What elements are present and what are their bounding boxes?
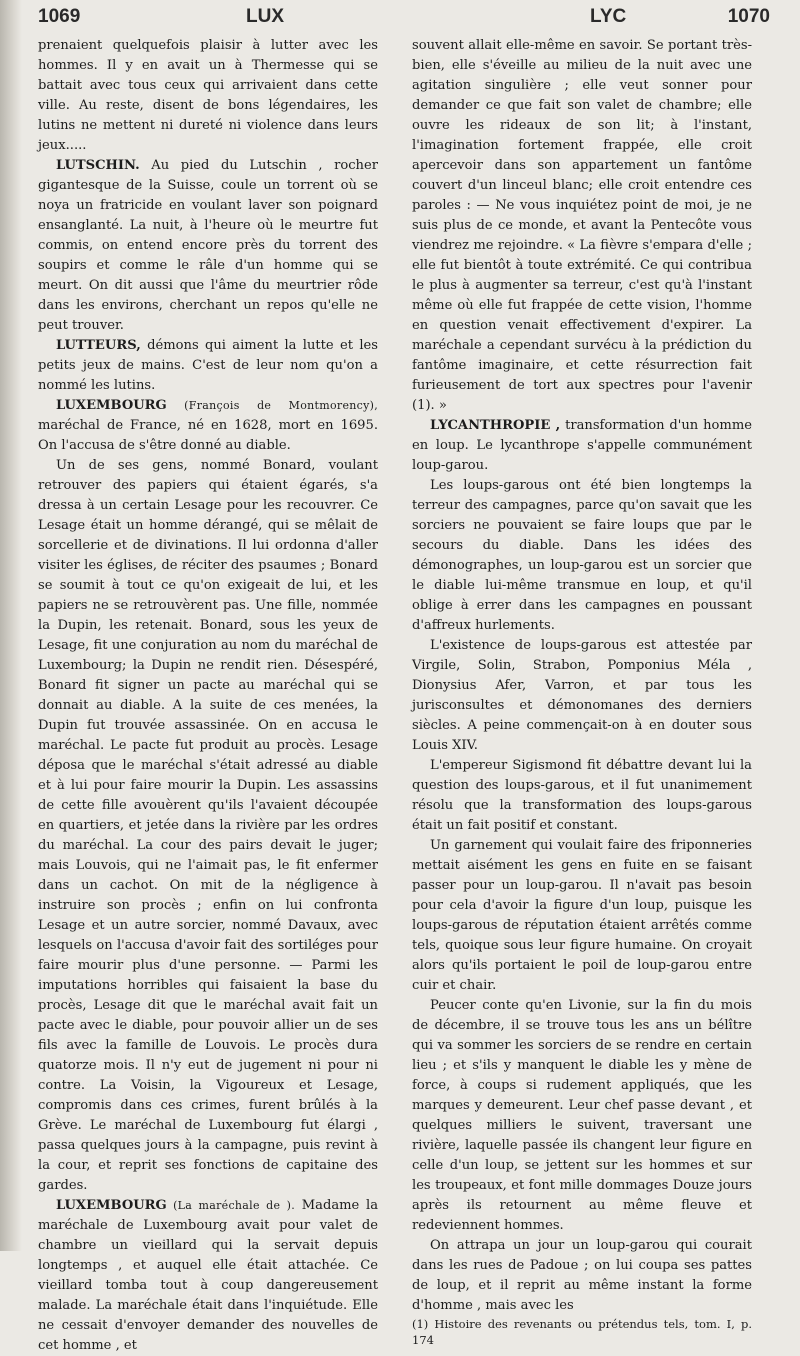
headword: LUXEMBOURG	[56, 398, 167, 413]
entry-text: Madame la maréchale de Luxembourg avait pour valet de chambre un vieillard qui la servait depuis longtemps , et auquel elle était attachée. Ce vieillard tomba tout à coup dangereusement malade. La maréchale était dans l'inquiétude. Elle ne cessait d'envoyer demander des nouvelles de cet homme , et	[38, 1198, 378, 1353]
page-number-left: 1069	[38, 6, 81, 27]
headword-qualifier: (La maréchale de ).	[166, 1199, 296, 1212]
headword: LUXEMBOURG	[56, 1198, 167, 1213]
entry-luxembourg-marechal	[38, 396, 378, 456]
page-binding-edge	[0, 0, 22, 1251]
entry-text: Au pied du Lutschin , rocher gigantesque de la Suisse, coule un torrent où se noya un fratricide en voulant laver son poignard ensanglanté. La nuit, à l'heure où le meurtre fut commis, on entend encore près du torrent des soupirs et comme le râle d'un homme qui se meurt. On dit aussi que l'âme du meurtrier rôde dans les environs, cherchant un repos qu'elle ne peut trouver.	[38, 158, 378, 333]
headword: LUTTEURS,	[56, 338, 141, 353]
paragraph: Un garnement qui voulait faire des friponneries mettait aisément les gens en fuite en se faisant passer pour un loup-garou. Il n'avait pas besoin pour cela d'avoir la figure d'un loup, puisque les loups-garous de réputation étaient arrêtés comme tels, quoique sous leur figure humaine. On croyait alors qu'ils portaient le poil de loup-garou entre cuir et chair.	[412, 838, 752, 993]
text-column-left	[38, 36, 378, 1353]
text-column-right	[412, 36, 753, 1347]
paragraph: Les loups-garous ont été bien longtemps la terreur des campagnes, parce qu'on savait que les sorciers ne pouvaient se faire loups que par le secours du diable. Dans les idées des démonographes, un loup-garou est un sorcier que le diable lui-même transmue en loup, et qu'il oblige à errer dans les campagnes en poussant d'affreux hurlements.	[412, 478, 752, 633]
paragraph: L'existence de loups-garous est attestée par Virgile, Solin, Strabon, Pomponius Méla , Dionysius Afer, Varron, et par tous les jurisconsultes et démonomanes des derniers siècles. A peine commençait-on à en douter sous Louis XIV.	[412, 638, 752, 753]
page-number-right: 1070	[727, 6, 770, 27]
headword-qualifier: (François de Montmorency),	[166, 399, 378, 412]
entry-lycanthropie	[412, 416, 752, 476]
headword: LYCANTHROPIE ,	[430, 418, 561, 433]
entry-text: maréchal de France, né en 1628, mort en 1695. On l'accusa de s'être donné au diable.	[38, 418, 378, 453]
entry-lutschin	[38, 156, 378, 336]
paragraph: Un de ses gens, nommé Bonard, voulant retrouver des papiers qui étaient égarés, s'a dressa à un certain Lesage pour les recouvrer. Ce Lesage était un homme dérangé, qui se mêlait de sorcellerie et de divinations. Il lui ordonna d'aller visiter les églises, de réciter des psaumes ; Bonard se soumit à tout ce qu'on exigeait de lui, et les papiers ne se retrouvèrent pas. Une fille, nommée la Dupin, les retenait. Bonard, sous les yeux de Lesage, fit une conjuration au nom du maréchal de Luxembourg; la Dupin ne rendit rien. Désespéré, Bonard fit signer un pacte au maréchal qui se donnait au diable. A la suite de ces menées, la Dupin fut trouvée assassinée. On en accusa le maréchal. Le pacte fut produit au procès. Lesage déposa que le maréchal s'était adressé au diable et à lui pour faire mourir la Dupin. Les assassins de cette fille avouèrent qu'ils l'avaient découpée en quartiers, et jetée dans la rivière par les ordres du maréchal. La cour des pairs devait le juger; mais Louvois, qui ne l'aimait pas, le fit enfermer dans un cachot. On mit de la négligence à instruire son procès ; enfin on lui confronta Lesage et un autre sorcier, nommé Davaux, avec lesquels on l'accusa d'avoir fait des sortiléges pour faire mourir plus d'une personne. — Parmi les imputations horribles qui faisaient la base du procès, Lesage dit que le maréchal avait fait un pacte avec le diable, pour pouvoir allier un de ses fils avec la famille de Louvois. Le procès dura quatorze mois. Il n'y eut de jugement ni pour ni contre. La Voisin, la Vigoureux et Lesage, compromis dans ces crimes, furent brûlés à la Grève. Le maréchal de Luxembourg fut élargi , passa quelques jours à la campagne, puis revint à la cour, et reprit ses fonctions de capitaine des gardes.	[38, 458, 378, 1193]
entry-text: démons qui aiment la lutte et les petits jeux de mains. C'est de leur nom qu'on a nommé les lutins.	[38, 338, 378, 393]
running-header	[38, 6, 770, 36]
paragraph: prenaient quelquefois plaisir à lutter avec les hommes. Il y en avait un à Thermesse qui se battait avec tous ceux qui arrivaient dans cette ville. Au reste, disent de bons légendaires, les lutins ne mettent ni dureté ni violence dans leurs jeux.....	[38, 38, 378, 153]
entry-luxembourg-marechale	[38, 1196, 378, 1356]
entry-lutteurs	[38, 336, 378, 396]
paragraph: Peucer conte qu'en Livonie, sur la fin du mois de décembre, il se trouve tous les ans un bélître qui va sommer les sorciers de se rendre en certain lieu ; et s'ils y manquent le diable les y mène de force, à coups si rudement appliqués, que les marques y demeurent. Leur chef passe devant , et quelques milliers le suivent, traversant une rivière, laquelle passée ils changent leur figure en celle d'un loup, se jettent sur les hommes et sur les troupeaux, et font mille dommages Douze jours après ils retournent au même fleuve et redeviennent hommes.	[412, 998, 752, 1233]
headword: LUTSCHIN.	[56, 158, 140, 173]
paragraph: On attrapa un jour un loup-garou qui courait dans les rues de Padoue ; on lui coupa ses pattes de loup, et il reprit au même instant la forme d'homme , mais avec les	[412, 1238, 752, 1313]
catchword-right: LYC	[590, 6, 627, 27]
entry-text: transformation d'un homme en loup. Le lycanthrope s'appelle communément loup-garou.	[412, 418, 753, 473]
footnote: (1) Histoire des revenants ou prétendus tels, tom. I, p. 174	[412, 1317, 752, 1347]
catchword-left: LUX	[246, 6, 284, 27]
paragraph: L'empereur Sigismond fit débattre devant lui la question des loups-garous, et il fut unanimement résolu que la transformation des loups-garous était un fait positif et constant.	[412, 758, 752, 833]
paragraph: souvent allait elle-même en savoir. Se portant très-bien, elle s'éveille au milieu de la nuit avec une agitation singulière ; elle veut sonner pour demander ce que fait son valet de chambre; elle ouvre les rideaux de son lit; à l'instant, l'imagination fortement frappée, elle croit apercevoir dans son appartement un fantôme couvert d'un linceul blanc; elle croit entendre ces paroles : — Ne vous inquiétez point de moi, je ne suis plus de ce monde, et avant la Pentecôte vous viendrez me rejoindre. « La fièvre s'empara d'elle ; elle fut bientôt à toute extrémité. Ce qui contribua le plus à augmenter sa terreur, c'est qu'à l'instant même où elle fut frappée de cette vision, l'homme en question venait effectivement d'expirer. La maréchale a cependant survécu à la prédiction du fantôme imaginaire, et cette résurrection fait furieusement de tort aux spectres pour l'avenir (1). »	[412, 38, 752, 413]
